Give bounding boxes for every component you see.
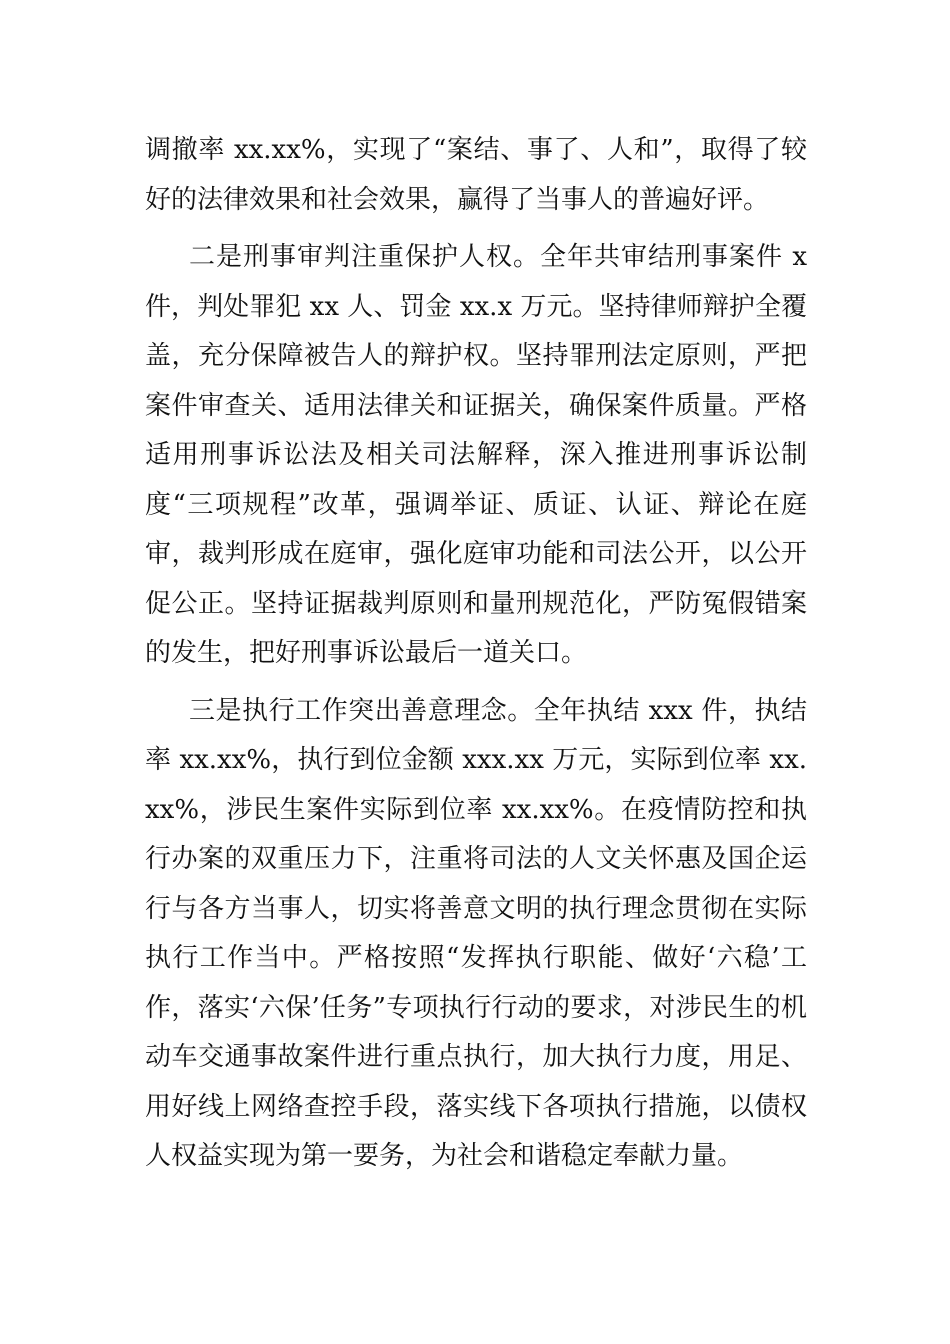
paragraph-2: 二是刑事审判注重保护人权。全年共审结刑事案件 x 件，判处罪犯 xx 人、罚金 xx.x 万元。坚持律师辩护全覆盖，充分保障被告人的辩护权。坚持罪刑法定原则，严把案件审查关、适用法律关和证据关，确保案件质量。严格适用刑事诉讼法及相关司法解释，深入推进刑事诉讼制度“三项规程”改革，强调举证、质证、认证、辩论在庭审，裁判形成在庭审，强化庭审功能和司法公开，以公开促公正。坚持证据裁判原则和量刑规范化，严防冤假错案的发生，把好刑事诉讼最后一道关口。 (145, 242, 807, 668)
document-body (145, 126, 807, 1182)
paragraph-1: 调撤率 xx.xx%，实现了“案结、事了、人和”，取得了较好的法律效果和社会效果，赢得了当事人的普遍好评。 (145, 135, 807, 215)
paragraph-3: 三是执行工作突出善意理念。全年执结 xxx 件，执结率 xx.xx%，执行到位金额 xxx.xx 万元，实际到位率 xx.xx%，涉民生案件实际到位率 xx.xx%。在疫情防控和执行办案的双重压力下，注重将司法的人文关怀惠及国企运行与各方当事人，切实将善意文明的执行理念贯彻在实际执行工作当中。严格按照“发挥执行职能、做好‘六稳’工作，落实‘六保’任务”专项执行行动的要求，对涉民生的机动车交通事故案件进行重点执行，加大执行力度，用足、用好线上网络查控手段，落实线下各项执行措施，以债权人权益实现为第一要务，为社会和谐稳定奉献力量。 (145, 695, 807, 1171)
